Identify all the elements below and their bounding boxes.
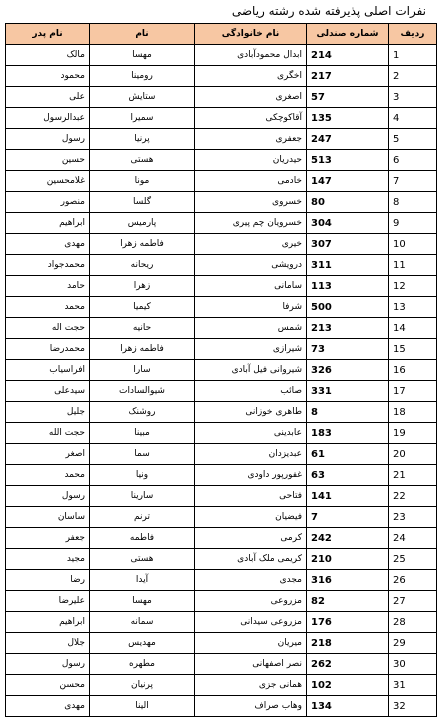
first-name-cell: کیمیا <box>90 297 195 318</box>
table-header-row <box>6 24 437 45</box>
father-name-cell: مجید <box>6 549 90 570</box>
first-name-cell: رومینا <box>90 66 195 87</box>
family-name-cell: وهاب صراف <box>195 696 307 717</box>
row-index-cell: 2 <box>389 66 437 87</box>
row-index-cell: 5 <box>389 129 437 150</box>
table-row <box>6 549 437 570</box>
family-name-cell: همانی جزی <box>195 675 307 696</box>
family-name-cell: نصر اصفهانی <box>195 654 307 675</box>
father-name-cell: محمدرضا <box>6 339 90 360</box>
father-name-cell: مهدی <box>6 234 90 255</box>
first-name-cell: ستایش <box>90 87 195 108</box>
first-name-cell: پرنیان <box>90 675 195 696</box>
father-name-cell: محمد <box>6 465 90 486</box>
family-name-cell: اخگری <box>195 66 307 87</box>
row-index-cell: 28 <box>389 612 437 633</box>
family-name-cell: آقاکوچکی <box>195 108 307 129</box>
table-row <box>6 318 437 339</box>
seat-number-cell: 61 <box>307 444 389 465</box>
row-index-cell: 20 <box>389 444 437 465</box>
row-index-cell: 26 <box>389 570 437 591</box>
father-name-cell: رسول <box>6 129 90 150</box>
family-name-cell: ابدال محمودآبادی <box>195 45 307 66</box>
seat-number-cell: 57 <box>307 87 389 108</box>
father-name-cell: جعفر <box>6 528 90 549</box>
row-index-cell: 13 <box>389 297 437 318</box>
first-name-cell: مونا <box>90 171 195 192</box>
table-row <box>6 192 437 213</box>
father-name-cell: ابراهیم <box>6 213 90 234</box>
table-row <box>6 234 437 255</box>
seat-number-cell: 102 <box>307 675 389 696</box>
first-name-cell: مبینا <box>90 423 195 444</box>
row-index-cell: 21 <box>389 465 437 486</box>
first-name-cell: پارمیس <box>90 213 195 234</box>
seat-number-cell: 113 <box>307 276 389 297</box>
father-name-cell: جلال <box>6 633 90 654</box>
seat-number-cell: 176 <box>307 612 389 633</box>
first-name-cell: مطهره <box>90 654 195 675</box>
seat-number-cell: 73 <box>307 339 389 360</box>
family-name-cell: فتاحی <box>195 486 307 507</box>
father-name-cell: رسول <box>6 486 90 507</box>
first-name-cell: پرنیا <box>90 129 195 150</box>
family-name-cell: حیدریان <box>195 150 307 171</box>
family-name-cell: صائب <box>195 381 307 402</box>
first-name-cell: فاطمه زهرا <box>90 234 195 255</box>
family-name-cell: شرفا <box>195 297 307 318</box>
first-name-cell: گلسا <box>90 192 195 213</box>
seat-number-cell: 217 <box>307 66 389 87</box>
seat-number-cell: 147 <box>307 171 389 192</box>
table-row <box>6 381 437 402</box>
family-name-cell: کرمی <box>195 528 307 549</box>
table-row <box>6 150 437 171</box>
table-row <box>6 528 437 549</box>
first-name-cell: مهدیس <box>90 633 195 654</box>
table-row <box>6 423 437 444</box>
father-name-cell: حامد <box>6 276 90 297</box>
table-row <box>6 108 437 129</box>
seat-number-cell: 82 <box>307 591 389 612</box>
father-name-cell: مالک <box>6 45 90 66</box>
table-row <box>6 297 437 318</box>
table-row <box>6 591 437 612</box>
father-name-cell: غلامحسین <box>6 171 90 192</box>
first-name-cell: مهسا <box>90 45 195 66</box>
table-row <box>6 654 437 675</box>
family-name-cell: درویشی <box>195 255 307 276</box>
seat-number-cell: 134 <box>307 696 389 717</box>
row-index-cell: 1 <box>389 45 437 66</box>
father-name-cell: رضا <box>6 570 90 591</box>
table-row <box>6 402 437 423</box>
father-name-cell: منصور <box>6 192 90 213</box>
table-row <box>6 675 437 696</box>
seat-number-cell: 214 <box>307 45 389 66</box>
table-row <box>6 276 437 297</box>
family-name-cell: شیرازی <box>195 339 307 360</box>
table-row <box>6 213 437 234</box>
seat-number-cell: 135 <box>307 108 389 129</box>
family-name-cell: جعفری <box>195 129 307 150</box>
father-name-cell: محمد <box>6 297 90 318</box>
seat-number-cell: 210 <box>307 549 389 570</box>
row-index-cell: 4 <box>389 108 437 129</box>
row-index-cell: 10 <box>389 234 437 255</box>
father-name-cell: علیرضا <box>6 591 90 612</box>
row-index-cell: 14 <box>389 318 437 339</box>
first-name-cell: سما <box>90 444 195 465</box>
table-row <box>6 129 437 150</box>
row-index-cell: 12 <box>389 276 437 297</box>
row-index-cell: 11 <box>389 255 437 276</box>
family-name-cell: اصغری <box>195 87 307 108</box>
row-index-cell: 30 <box>389 654 437 675</box>
row-index-cell: 31 <box>389 675 437 696</box>
row-index-cell: 9 <box>389 213 437 234</box>
first-name-cell: فاطمه <box>90 528 195 549</box>
seat-number-cell: 304 <box>307 213 389 234</box>
table-row <box>6 633 437 654</box>
header-father-name: نام پدر <box>6 24 90 45</box>
family-name-cell: مزروعی <box>195 591 307 612</box>
seat-number-cell: 80 <box>307 192 389 213</box>
row-index-cell: 15 <box>389 339 437 360</box>
table-row <box>6 444 437 465</box>
father-name-cell: محمود <box>6 66 90 87</box>
seat-number-cell: 307 <box>307 234 389 255</box>
family-name-cell: غفورپور داودی <box>195 465 307 486</box>
family-name-cell: عبدیزدان <box>195 444 307 465</box>
first-name-cell: ونیا <box>90 465 195 486</box>
first-name-cell: ترنم <box>90 507 195 528</box>
table-row <box>6 171 437 192</box>
family-name-cell: سامانی <box>195 276 307 297</box>
family-name-cell: خیری <box>195 234 307 255</box>
table-row <box>6 570 437 591</box>
seat-number-cell: 513 <box>307 150 389 171</box>
seat-number-cell: 331 <box>307 381 389 402</box>
header-family-name: نام خانوادگی <box>195 24 307 45</box>
seat-number-cell: 326 <box>307 360 389 381</box>
seat-number-cell: 63 <box>307 465 389 486</box>
seat-number-cell: 316 <box>307 570 389 591</box>
family-name-cell: کریمی ملک آبادی <box>195 549 307 570</box>
header-seat-number: شماره صندلی <box>307 24 389 45</box>
row-index-cell: 24 <box>389 528 437 549</box>
first-name-cell: سمیرا <box>90 108 195 129</box>
seat-number-cell: 500 <box>307 297 389 318</box>
family-name-cell: خادمی <box>195 171 307 192</box>
row-index-cell: 23 <box>389 507 437 528</box>
first-name-cell: سارا <box>90 360 195 381</box>
seat-number-cell: 7 <box>307 507 389 528</box>
first-name-cell: هستی <box>90 549 195 570</box>
row-index-cell: 27 <box>389 591 437 612</box>
seat-number-cell: 141 <box>307 486 389 507</box>
father-name-cell: جلیل <box>6 402 90 423</box>
row-index-cell: 18 <box>389 402 437 423</box>
first-name-cell: سارینا <box>90 486 195 507</box>
table-row <box>6 360 437 381</box>
row-index-cell: 6 <box>389 150 437 171</box>
row-index-cell: 25 <box>389 549 437 570</box>
first-name-cell: شیوالسادات <box>90 381 195 402</box>
father-name-cell: ساسان <box>6 507 90 528</box>
family-name-cell: شیروانی فیل آبادی <box>195 360 307 381</box>
first-name-cell: آیدا <box>90 570 195 591</box>
table-row <box>6 339 437 360</box>
table-row <box>6 486 437 507</box>
family-name-cell: مزروعی سیدانی <box>195 612 307 633</box>
row-index-cell: 17 <box>389 381 437 402</box>
first-name-cell: سمانه <box>90 612 195 633</box>
row-index-cell: 7 <box>389 171 437 192</box>
father-name-cell: سیدعلی <box>6 381 90 402</box>
table-row <box>6 45 437 66</box>
family-name-cell: خسرویان چم پیری <box>195 213 307 234</box>
first-name-cell: حانیه <box>90 318 195 339</box>
table-row <box>6 696 437 717</box>
father-name-cell: عبدالرسول <box>6 108 90 129</box>
row-index-cell: 22 <box>389 486 437 507</box>
seat-number-cell: 242 <box>307 528 389 549</box>
seat-number-cell: 311 <box>307 255 389 276</box>
page-title: نفرات اصلی پذیرفته شده رشته ریاضی <box>231 4 426 18</box>
seat-number-cell: 218 <box>307 633 389 654</box>
family-name-cell: عابدینی <box>195 423 307 444</box>
first-name-cell: فاطمه زهرا <box>90 339 195 360</box>
row-index-cell: 3 <box>389 87 437 108</box>
row-index-cell: 8 <box>389 192 437 213</box>
table-body <box>6 45 437 717</box>
father-name-cell: اصغر <box>6 444 90 465</box>
seat-number-cell: 183 <box>307 423 389 444</box>
first-name-cell: الینا <box>90 696 195 717</box>
family-name-cell: خسروی <box>195 192 307 213</box>
family-name-cell: شمس <box>195 318 307 339</box>
father-name-cell: مهدی <box>6 696 90 717</box>
father-name-cell: محمدجواد <box>6 255 90 276</box>
row-index-cell: 32 <box>389 696 437 717</box>
father-name-cell: حجت اله <box>6 318 90 339</box>
table-row <box>6 255 437 276</box>
family-name-cell: طاهری خوزانی <box>195 402 307 423</box>
family-name-cell: فیضیان <box>195 507 307 528</box>
table-row <box>6 612 437 633</box>
father-name-cell: حجت الله <box>6 423 90 444</box>
first-name-cell: زهرا <box>90 276 195 297</box>
seat-number-cell: 247 <box>307 129 389 150</box>
header-index: ردیف <box>389 24 437 45</box>
family-name-cell: میریان <box>195 633 307 654</box>
seat-number-cell: 213 <box>307 318 389 339</box>
father-name-cell: افراسیاب <box>6 360 90 381</box>
row-index-cell: 19 <box>389 423 437 444</box>
table-row <box>6 87 437 108</box>
father-name-cell: محسن <box>6 675 90 696</box>
first-name-cell: مهسا <box>90 591 195 612</box>
seat-number-cell: 8 <box>307 402 389 423</box>
admitted-students-table <box>5 23 437 717</box>
first-name-cell: ریحانه <box>90 255 195 276</box>
header-first-name: نام <box>90 24 195 45</box>
first-name-cell: روشنک <box>90 402 195 423</box>
first-name-cell: هستی <box>90 150 195 171</box>
table-row <box>6 66 437 87</box>
father-name-cell: حسین <box>6 150 90 171</box>
table-row <box>6 465 437 486</box>
table-row <box>6 507 437 528</box>
seat-number-cell: 262 <box>307 654 389 675</box>
father-name-cell: ابراهیم <box>6 612 90 633</box>
father-name-cell: رسول <box>6 654 90 675</box>
father-name-cell: علی <box>6 87 90 108</box>
row-index-cell: 29 <box>389 633 437 654</box>
family-name-cell: مجدی <box>195 570 307 591</box>
row-index-cell: 16 <box>389 360 437 381</box>
